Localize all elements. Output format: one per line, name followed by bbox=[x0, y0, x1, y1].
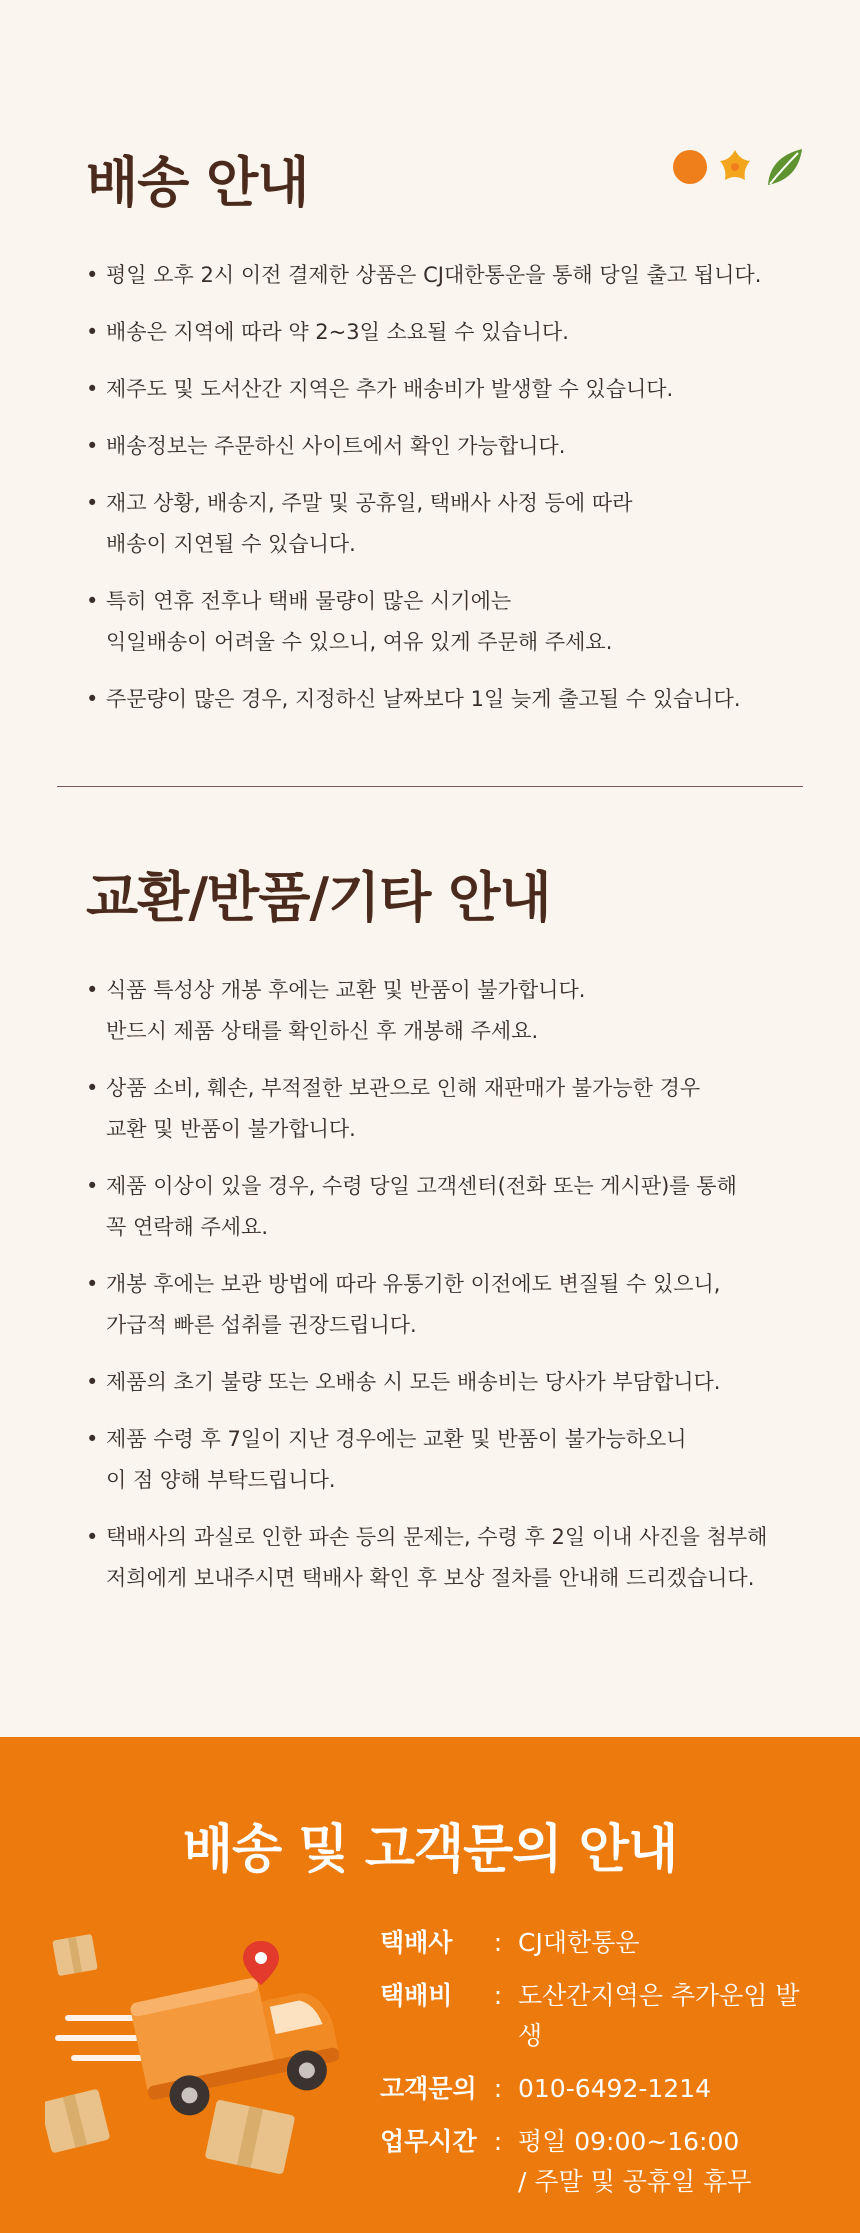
contact-footer bbox=[0, 1737, 860, 2233]
contact-title: 배송 및 고객문의 안내 bbox=[182, 1820, 678, 1880]
leaf-icon bbox=[768, 149, 802, 185]
list-item: • 제품 수령 후 7일이 지난 경우에는 교환 및 반품이 불가능하오니 이 점 양해 부탁드립니다. bbox=[86, 1419, 806, 1501]
list-item: • 상품 소비, 훼손, 부적절한 보관으로 인해 재판매가 불가능한 경우 교환 및 반품이 불가합니다. bbox=[86, 1068, 806, 1150]
contact-info bbox=[380, 1923, 820, 2215]
returns-list bbox=[86, 970, 806, 1615]
phone-label: 고객문의 bbox=[380, 2074, 477, 2103]
list-item: • 특히 연휴 전후나 택배 물량이 많은 시기에는 익일배송이 어려울 수 있으니, 여유 있게 주문해 주세요. bbox=[86, 581, 806, 663]
hours-label: 업무시간 bbox=[380, 2127, 477, 2156]
list-item: • 제품 이상이 있을 경우, 수령 당일 고객센터(전화 또는 게시판)를 통해 꼭 연락해 주세요. bbox=[86, 1166, 806, 1248]
cardboard-box-icon bbox=[45, 2089, 110, 2154]
location-pin-icon bbox=[243, 1941, 279, 1985]
delivery-truck-illustration bbox=[45, 1917, 365, 2177]
colon: : bbox=[493, 1928, 503, 1957]
list-item: • 배송정보는 주문하신 사이트에서 확인 가능합니다. bbox=[86, 426, 806, 467]
star-flower-icon bbox=[720, 150, 750, 180]
list-item: • 주문량이 많은 경우, 지정하신 날짜보다 1일 늦게 출고될 수 있습니다. bbox=[86, 679, 806, 720]
contact-row-courier bbox=[380, 1923, 820, 1963]
courier-value: CJ대한통운 bbox=[518, 1928, 640, 1957]
contact-row-phone bbox=[380, 2069, 820, 2109]
returns-title: 교환/반품/기타 안내 bbox=[86, 866, 551, 929]
hours-value: 평일 09:00~16:00 / 주말 및 공휴일 휴무 bbox=[518, 2127, 752, 2196]
list-item: • 제품의 초기 불량 또는 오배송 시 모든 배송비는 당사가 부담합니다. bbox=[86, 1362, 806, 1403]
contact-row-hours bbox=[380, 2122, 820, 2202]
list-item: • 평일 오후 2시 이전 결제한 상품은 CJ대한통운을 통해 당일 출고 됩니다. bbox=[86, 255, 806, 296]
decoration-icons bbox=[672, 145, 807, 190]
list-item: • 택배사의 과실로 인한 파손 등의 문제는, 수령 후 2일 이내 사진을 첨부해 저희에게 보내주시면 택배사 확인 후 보상 절차를 안내해 드리겠습니다. bbox=[86, 1517, 806, 1599]
shipping-list bbox=[86, 255, 806, 736]
list-item: • 식품 특성상 개봉 후에는 교환 및 반품이 불가합니다. 반드시 제품 상태를 확인하신 후 개봉해 주세요. bbox=[86, 970, 806, 1052]
section-divider bbox=[57, 786, 803, 787]
shipping-title: 배송 안내 bbox=[86, 151, 309, 214]
list-item: • 재고 상황, 배송지, 주말 및 공휴일, 택배사 사정 등에 따라 배송이 지연될 수 있습니다. bbox=[86, 483, 806, 565]
list-item: • 제주도 및 도서산간 지역은 추가 배송비가 발생할 수 있습니다. bbox=[86, 369, 806, 410]
contact-row-fee bbox=[380, 1976, 820, 2056]
colon: : bbox=[493, 2127, 503, 2156]
fee-value: 도산간지역은 추가운임 발생 bbox=[518, 1981, 800, 2050]
phone-value: 010-6492-1214 bbox=[518, 2074, 712, 2103]
cardboard-box-icon bbox=[52, 1934, 98, 1976]
list-item: • 개봉 후에는 보관 방법에 따라 유통기한 이전에도 변질될 수 있으니, 가급적 빠른 섭취를 권장드립니다. bbox=[86, 1264, 806, 1346]
colon: : bbox=[493, 2074, 503, 2103]
orange-circle-icon bbox=[673, 150, 707, 184]
courier-label: 택배사 bbox=[380, 1928, 453, 1957]
fee-label: 택배비 bbox=[380, 1981, 453, 2010]
cardboard-box-icon bbox=[205, 2099, 296, 2174]
list-item: • 배송은 지역에 따라 약 2~3일 소요될 수 있습니다. bbox=[86, 312, 806, 353]
colon: : bbox=[493, 1981, 503, 2010]
